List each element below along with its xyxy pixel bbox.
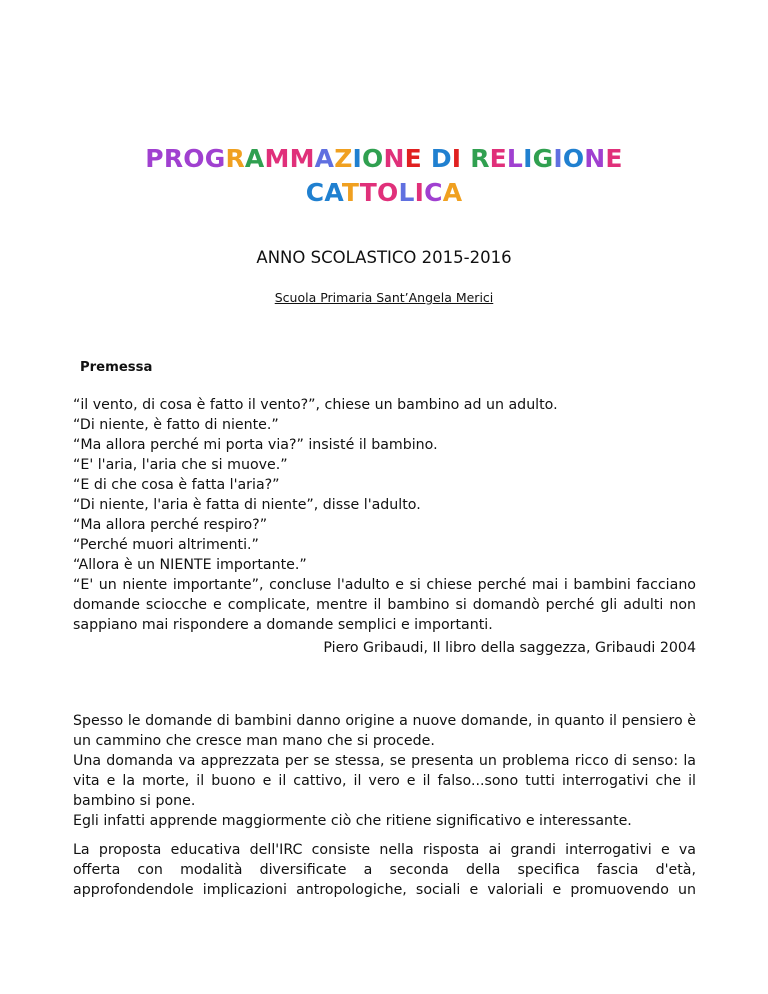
poem-line: “Ma allora perché mi porta via?” insisté il bambino.: [73, 437, 438, 453]
poem-line: domande sciocche e complicate, mentre il bambino si domandò perché gli adulti non: [73, 597, 696, 613]
title-letter: R: [163, 144, 184, 173]
title-letter: N: [584, 144, 606, 173]
title-letter: A: [442, 178, 463, 207]
title-letter: M: [264, 144, 290, 173]
poem-block: [73, 395, 696, 635]
title-line-1: [0, 144, 768, 173]
title-letter: G: [532, 144, 554, 173]
paragraph-line: bambino si pone.: [73, 793, 196, 809]
paragraph-2: [73, 840, 696, 900]
title-letter: A: [314, 144, 335, 173]
title-letter: T: [359, 178, 378, 207]
paragraph-line: offerta con modalità diversificate a seconda della specifica fascia d'età,: [73, 862, 696, 878]
title-letter: I: [451, 144, 462, 173]
poem-line: sappiano mai rispondere a domande semplici e importanti.: [73, 617, 493, 633]
poem-line: “E di che cosa è fatta l'aria?”: [73, 477, 280, 493]
title-letter: G: [204, 144, 226, 173]
title-letter: N: [383, 144, 405, 173]
poem-line: “Perché muori altrimenti.”: [73, 537, 259, 553]
title-letter: Z: [334, 144, 353, 173]
title-letter: O: [362, 144, 384, 173]
quote-credit: Piero Gribaudi, Il libro della saggezza, Gribaudi 2004: [323, 640, 696, 656]
title-letter: E: [489, 144, 507, 173]
poem-line: “E' un niente importante”, concluse l'adulto e si chiese perché mai i bambini facciano: [73, 577, 696, 593]
paragraph-1: [73, 711, 696, 831]
poem-line: “il vento, di cosa è fatto il vento?”, chiese un bambino ad un adulto.: [73, 397, 558, 413]
title-letter: R: [225, 144, 245, 173]
school-name: Scuola Primaria Sant’Angela Merici: [274, 290, 494, 305]
poem-line: “Di niente, l'aria è fatta di niente”, disse l'adulto.: [73, 497, 421, 513]
title-letter: P: [145, 144, 164, 173]
paragraph-line: Spesso le domande di bambini danno origine a nuove domande, in quanto il pensiero è: [73, 713, 696, 729]
title-letter: C: [424, 178, 443, 207]
title-letter: E: [404, 144, 422, 173]
school-year: ANNO SCOLASTICO 2015-2016: [256, 248, 512, 267]
paragraph-line: vita e la morte, il buono e il cattivo, il vero e il falso...sono tutti interrogativi che il: [73, 773, 696, 789]
title-letter: T: [341, 178, 360, 207]
poem-line: “Allora è un NIENTE importante.”: [73, 557, 307, 573]
title-letter: O: [183, 144, 205, 173]
title-letter: E: [605, 144, 623, 173]
title-letter: O: [562, 144, 585, 173]
title-letter: I: [523, 144, 533, 173]
title-line-2: [0, 178, 768, 207]
paragraph-line: approfondendole implicazioni antropologiche, sociali e valoriali e promuovendo un: [73, 882, 696, 898]
paragraph-line: La proposta educativa dell'IRC consiste nella risposta ai grandi interrogativi e va: [73, 842, 696, 858]
poem-line: “Ma allora perché respiro?”: [73, 517, 268, 533]
paragraph-line: un cammino che cresce man mano che si procede.: [73, 733, 435, 749]
title-letter: L: [398, 178, 415, 207]
title-letter: M: [289, 144, 315, 173]
title-letter: C: [305, 178, 325, 207]
title-space: [422, 144, 431, 173]
poem-line: “E' l'aria, l'aria che si muove.”: [73, 457, 288, 473]
title-letter: I: [553, 144, 563, 173]
title-space: [461, 144, 470, 173]
title-letter: I: [414, 178, 425, 207]
paragraph-line: Una domanda va apprezzata per se stessa, se presenta un problema ricco di senso: la: [73, 753, 696, 769]
poem-line: “Di niente, è fatto di niente.”: [73, 417, 279, 433]
title-letter: L: [506, 144, 524, 173]
title-letter: A: [324, 178, 342, 207]
title-letter: R: [470, 144, 490, 173]
title-letter: A: [244, 144, 265, 173]
section-heading-premessa: Premessa: [80, 360, 153, 375]
title-letter: O: [377, 178, 399, 207]
paragraph-line: Egli infatti apprende maggiormente ciò che ritiene significativo e interessante.: [73, 813, 632, 829]
title-letter: I: [352, 144, 363, 173]
title-letter: D: [430, 144, 452, 173]
